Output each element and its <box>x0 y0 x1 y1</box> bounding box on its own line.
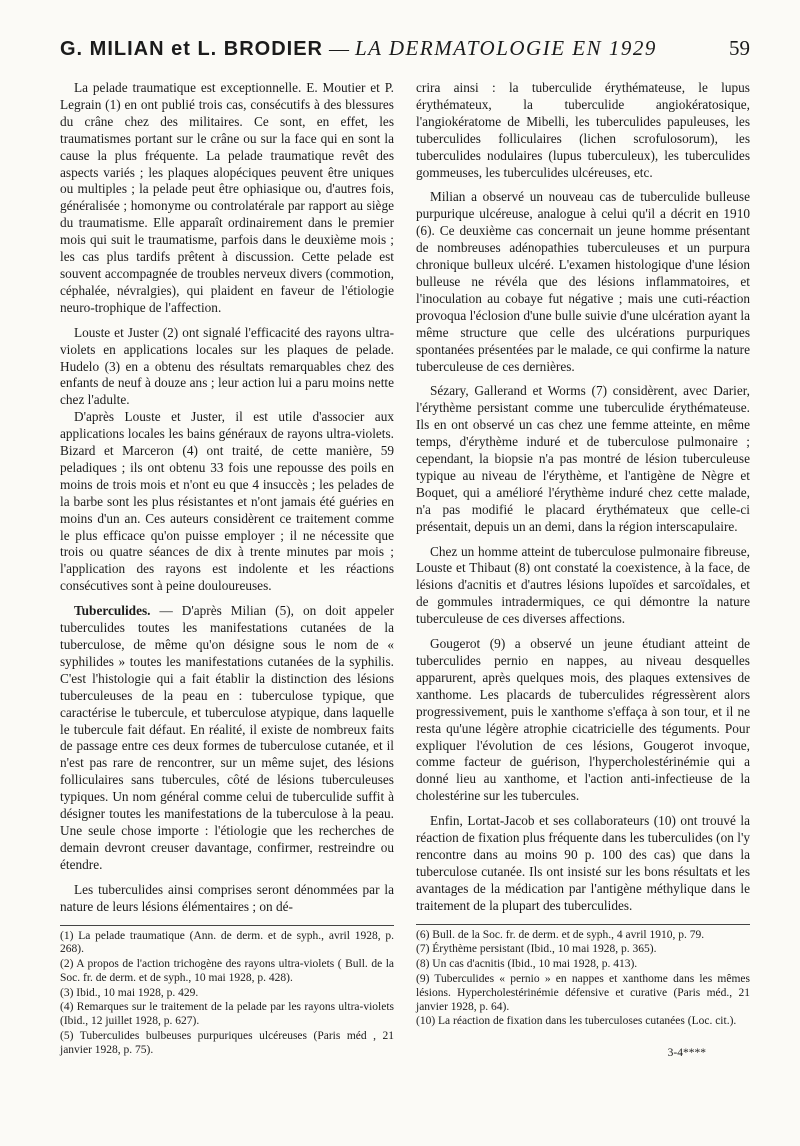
header-journal-title: LA DERMATOLOGIE EN 1929 <box>355 36 657 60</box>
footnote-4: (9) Tuberculides « pernio » en nappes et xanthome dans les mêmes lésions. Hypercholestérinémie défensive et curative (Paris méd., 21 janvier 1928, p. 64). <box>416 972 750 1013</box>
tuberculides-text: — D'après Milian (5), on doit appeler tuberculides toutes les manifestations cutanées de la tuberculose, de même qu'on désigne sous le nom de « syphilides » toutes les manifestations cutanées de la syphilis. C'est l'histologie qui a fait établir la distinction des lésions tuberculeuses de la peau en : tuberculose typique, que caractérise le tubercule, et tuberculose atypique, dans laquelle le tubercule fait défaut. En réalité, il existe de nombreux faits de passage entre ces deux formes de tuberculose cutanée, et il n'est pas rare de rencontrer, sur un même sujet, des lésions folliculaires sans tubercules, côté de lésions tuberculeuses typiques. Un nom général comme celui de tuberculide suffit à désigner toutes les manifestations de la tuberculose à la peau. Une seule chose importe : l'étiologie que les recherches de demain devront creuser davantage, confirmer, restreindre ou étendre. <box>60 603 394 872</box>
paragraph-pelade-traumatique: La pelade traumatique est exceptionnelle. E. Moutier et P. Legrain (1) en ont publié trois cas, consécutifs à des blessures du crâne chez des militaires. Ce sont, en effet, les traumatismes portant sur le crâne ou sur la face qui en sont la cause la plus fréquente. La pelade traumatique revêt des aspects variés ; les plaques alopéciques peuvent être uniques ou multiples ; la pelade peut être ophiasique ou, d'autres fois, généralisée ; homonyme ou controlatérale par rapport au siège du traumatisme. Elle apparaît ordinairement dans le premier mois qui suit le traumatisme, parfois dans le deuxième mois ; les cas plus tardifs prêtent à discussion. Cette pelade est souvent accompagnée de troubles nerveux divers (commotion, céphalée, névralgies), qui plaident en faveur de l'étiologie neuro-trophique de l'affection. <box>60 80 394 315</box>
paragraph-louste-thibaut: Chez un homme atteint de tuberculose pulmonaire fibreuse, Louste et Thibaut (8) ont constaté la coexistence, à la face, de lésions d'acnitis et d'autres lésions lupoïdes et sarcoïdales, et de gommules intradermiques, ce qui démontre la nature tuberculeuse de ces diverses affections. <box>416 543 750 627</box>
footnotes-right <box>416 924 750 1030</box>
paragraph-louste-juster: D'après Louste et Juster, il est utile d'associer aux applications locales les bains généraux de rayons ultra-violets. Bizard et Marceron (4) ont traité, de cette manière, 59 peladiques ; ils ont obtenu 33 fois une repousse des poils en moins de trois mois et n'ont eu que 4 insuccès ; les pelades de la barbe sont les plus résistantes et n'ont jamais été guéries en moins d'un an. Ces auteurs considèrent ce traitement comme le plus efficace qu'on puisse employer ; il ne nécessite que trois ou quatre séances de dix à trente minutes par mois ; l'application des rayons est indolente et les réactions consécutives sont à peine douloureuses. <box>60 409 394 594</box>
footnote-4: (4) Remarques sur le traitement de la pelade par les rayons ultra-violets (Ibid., 12 juillet 1928, p. 627). <box>60 1001 394 1028</box>
footnote-1: (1) La pelade traumatique (Ann. de derm. et de syph., avril 1928, p. 268). <box>60 929 394 956</box>
header-authors: G. MILIAN et L. BRODIER <box>60 38 323 60</box>
footnotes-left <box>60 925 394 1058</box>
paragraph-tuberculides <box>60 603 394 874</box>
right-column <box>416 80 750 1062</box>
left-column <box>60 80 394 1062</box>
paragraph-ultra-violets: Louste et Juster (2) ont signalé l'efficacité des rayons ultra-violets en applications locales sur les plaques de pelade. Hudelo (3) en a obtenu des résultats remarquables chez des enfants de neuf à douze ans ; leur action lui a paru moins nette chez l'adulte. <box>60 324 394 408</box>
section-heading-tuberculides: Tuberculides. <box>74 603 151 619</box>
paragraph-lortat-jacob: Enfin, Lortat-Jacob et ses collaborateurs (10) ont trouvé la réaction de fixation plus fréquente dans les tuberculides (on l'y rencontre dans au moins 90 p. 100 des cas) que dans la tuberculose cutanée. Ils ont insisté sur les bons résultats et les avantages de la médication par l'antigène méthylique dans le traitement de la plupart des tuberculides. <box>416 813 750 913</box>
footnote-5: (10) La réaction de fixation dans les tuberculoses cutanées (Loc. cit.). <box>416 1015 737 1028</box>
page-number: 59 <box>729 36 750 60</box>
running-header <box>60 36 750 72</box>
paragraph-sezary: Sézary, Gallerand et Worms (7) considèrent, avec Darier, l'érythème persistant comme une tuberculide érythémateuse. Ils en ont observé un cas chez une femme atteinte, en même temps, d'érythème induré et de tuberculose pulmonaire ; cependant, la biopsie n'a pas montré de lésion tuberculeuse typique au niveau de l'érythème, et l'antigène de Nègre et Boquet, qui a amélioré l'érythème induré chez cette malade, n'a pas modifié le placard érythémateux que celle-ci présentait, depuis un an demi, dans la région interscapulaire. <box>416 383 750 534</box>
paragraph-milian-case: Milian a observé un nouveau cas de tuberculide bulleuse purpurique ulcéreuse, analogue à celui qu'il a décrit en 1910 (6). Ce deuxième cas concernait un jeune homme présentant de nombreuses adénopathies tuberculeuses et un purpura chronique bulleux ulcéré. L'examen histologique d'une lésion bulleuse ne révéla que des lésions inflammatoires, et l'inoculation au cobaye fut négative ; mais une cuti-réaction provoqua l'éclosion d'une bulle suivie d'une ulcération ayant la même structure que celle des ulcérations purpuriques spontanées présentées par le malade, ce qui confirme la nature tuberculeuse de ces dernières. <box>416 189 750 374</box>
footnote-2: (7) Érythème persistant (Ibid., 10 mai 1928, p. 365). <box>416 943 657 956</box>
paragraph-classification: crira ainsi : la tuberculide érythémateuse, le lupus érythémateux, la tuberculide angiokératosique, l'angiokératome de Mibelli, les tuberculides papuleuses, les tuberculides folliculaires (lichen scrofulosorum), les tuberculides nodulaires (lupus tuberculeux), les tuberculides gommeuses, les tuberculides ulcéreuses, etc. <box>416 80 750 180</box>
footnote-2: (2) A propos de l'action trichogène des rayons ultra-violets ( Bull. de la Soc. fr. de derm. et de syph., 10 mai 1928, p. 428). <box>60 958 394 984</box>
signature-mark: 3-4**** <box>667 1047 706 1060</box>
paragraph-gougerot: Gougerot (9) a observé un jeune étudiant atteint de tuberculides pernio en nappes, au niveau desquelles apparurent, après quelques mois, des plaques extensives de xanthome. Les placards de tuberculides régressèrent alors progressivement, puis le xanthome s'effaça à son tour, et il ne resta qu'une légère atrophie cicatricielle des téguments. Pour expliquer l'évolution de ces lésions, Gougerot invoque, comme facteur de guérison, l'hypercholestérinémie qui a donné lieu au xanthome, et l'action anti-infectieuse de la cholestérine sur les tubercules. <box>416 636 750 804</box>
footnote-3: (8) Un cas d'acnitis (Ibid., 10 mai 1928, p. 413). <box>416 958 638 971</box>
header-dash: — <box>329 38 349 60</box>
footnote-1: (6) Bull. de la Soc. fr. de derm. et de syph., 4 avril 1910, p. 79. <box>416 928 705 941</box>
footnote-3: (3) Ibid., 10 mai 1928, p. 429. <box>60 986 199 999</box>
paragraph-denomination: Les tuberculides ainsi comprises seront dénommées par la nature de leurs lésions élémentaires ; on dé- <box>60 881 394 914</box>
text-columns <box>60 80 750 1062</box>
footnote-5: (5) Tuberculides bulbeuses purpuriques ulcéreuses (Paris méd , 21 janvier 1928, p. 75). <box>60 1030 394 1056</box>
